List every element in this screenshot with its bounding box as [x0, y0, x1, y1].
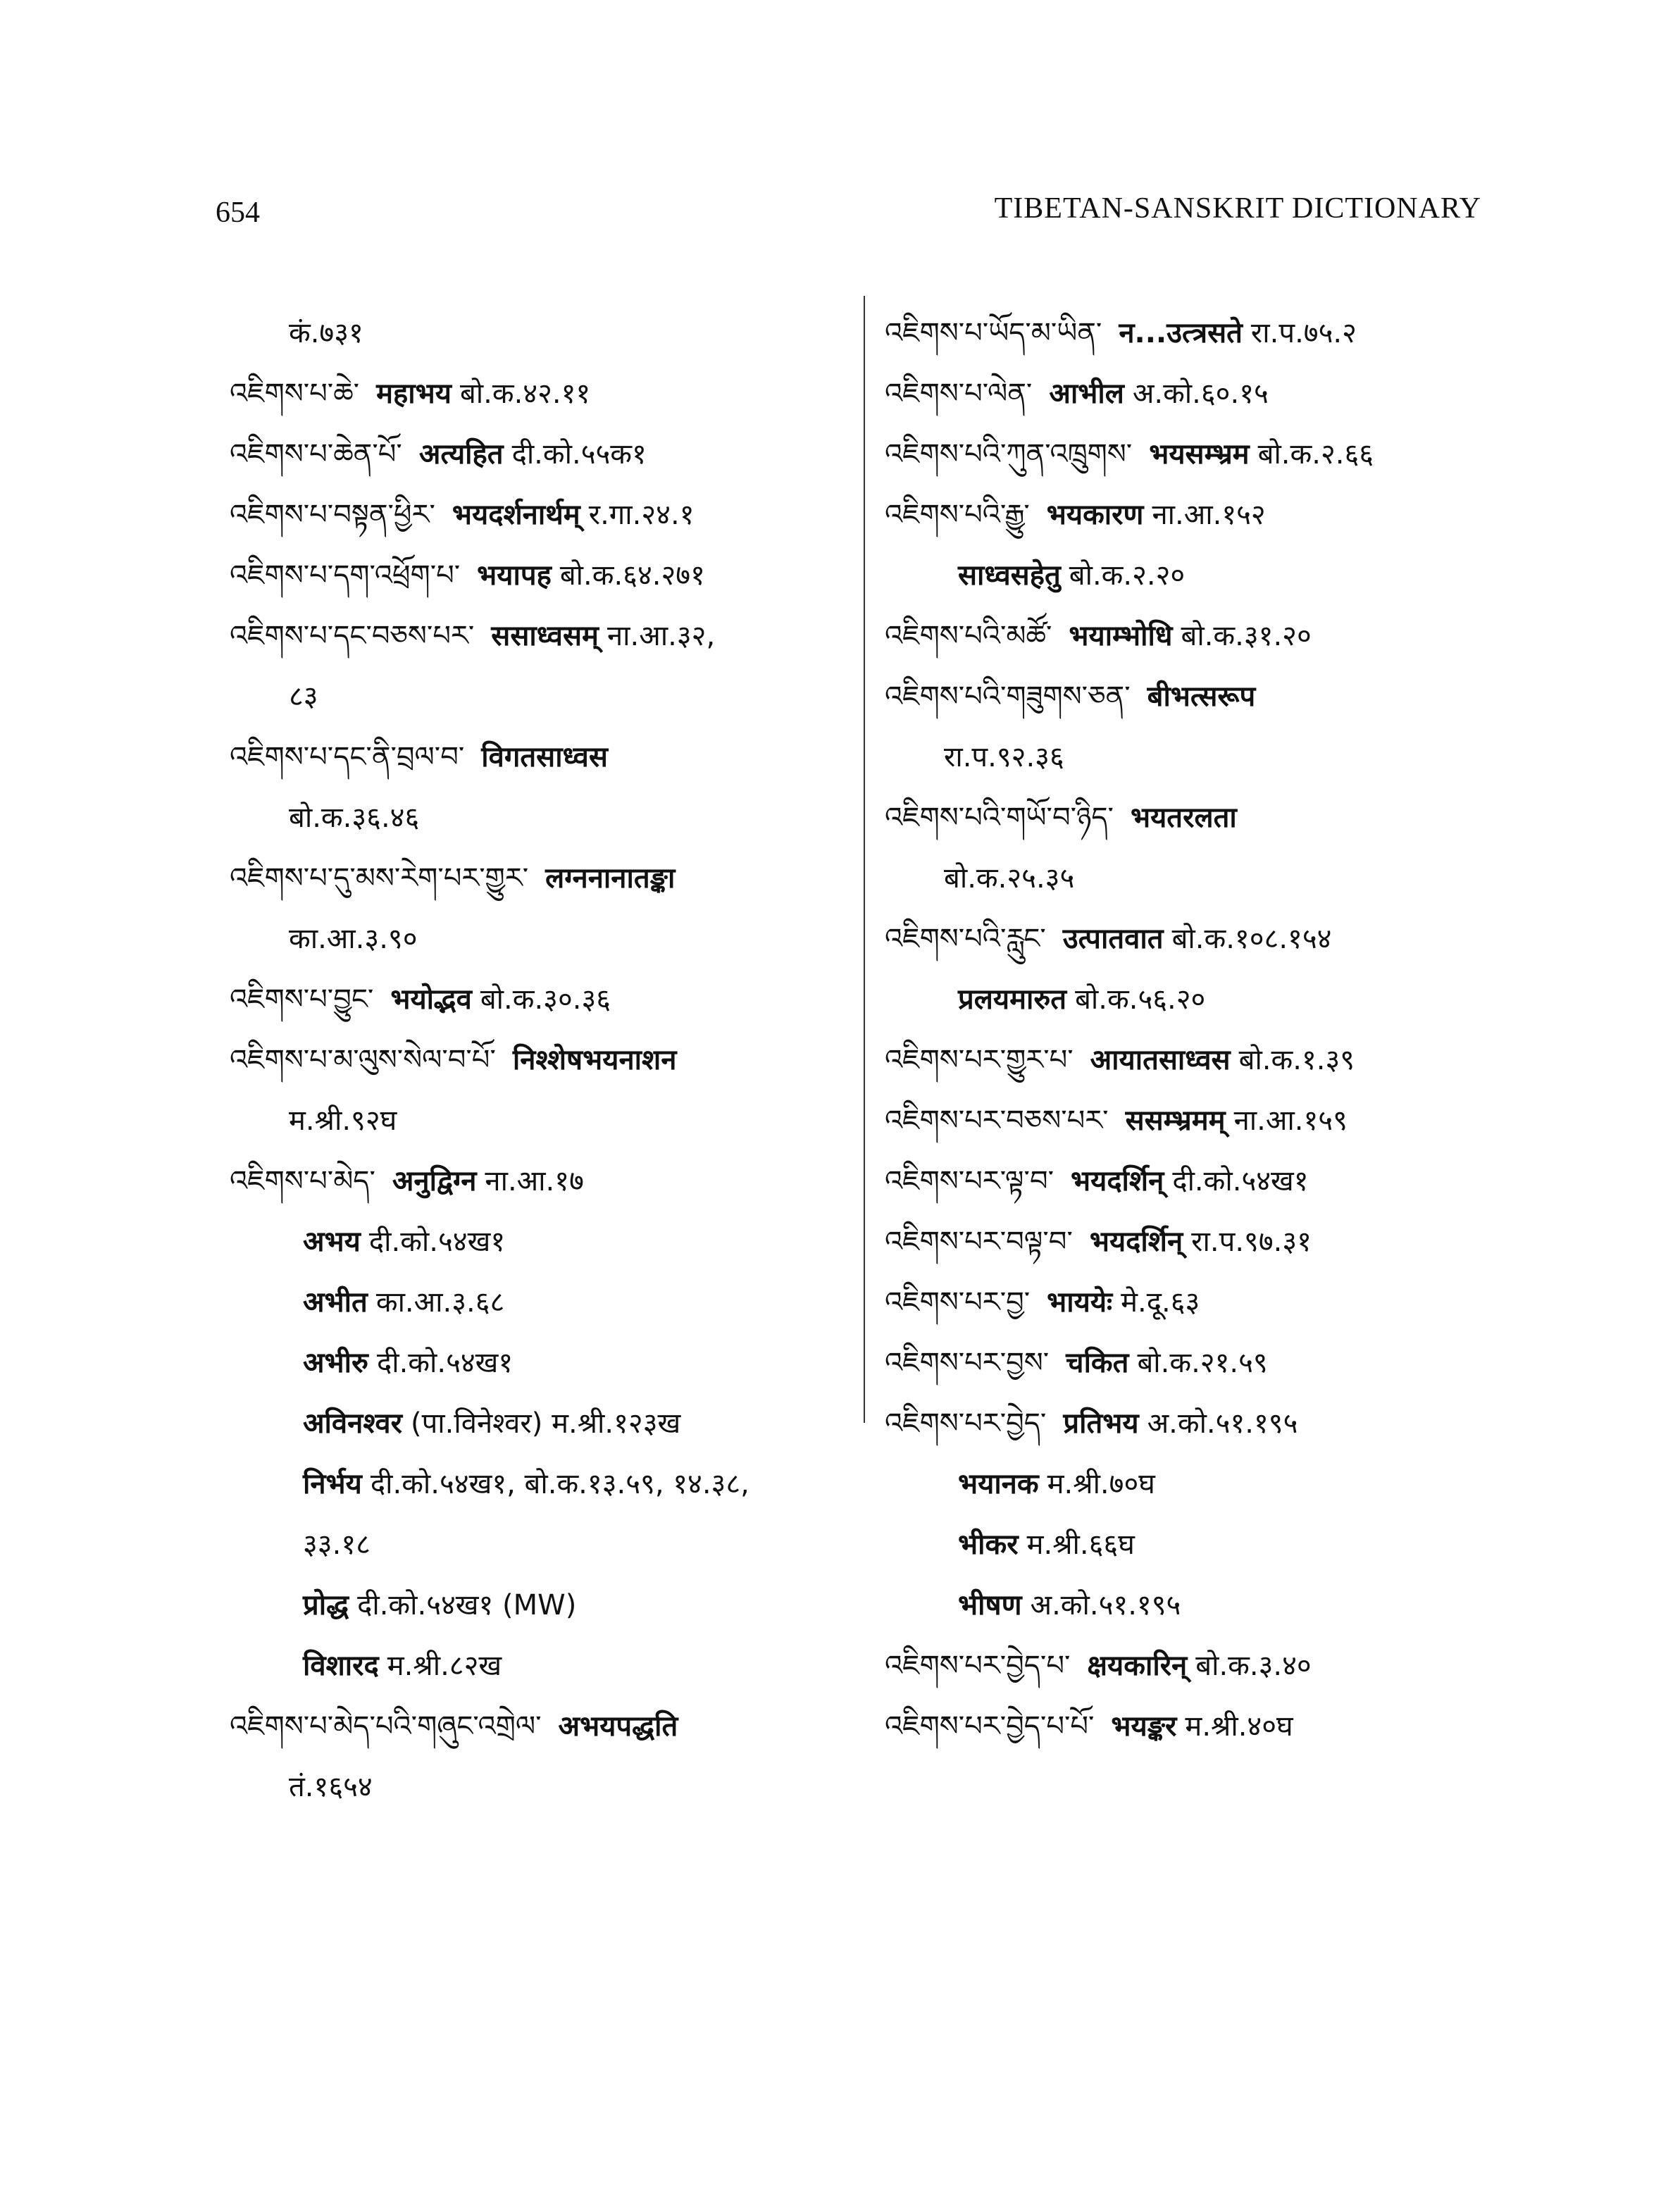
source-reference: म.श्री.९२घ	[289, 1104, 397, 1137]
running-title: TIBETAN-SANSKRIT DICTIONARY	[994, 192, 1481, 225]
sanskrit-equivalent: भयदर्शिन्	[1089, 1226, 1183, 1258]
dictionary-entry	[885, 916, 1505, 962]
tibetan-headword: འཇིགས་པའི་གཟུགས་ཅན་	[885, 680, 1131, 713]
sanskrit-equivalent: न...उत्त्रसते	[1119, 317, 1243, 349]
sanskrit-equivalent: आभील	[1049, 378, 1124, 410]
tibetan-headword: འཇིགས་པར་ལྟ་བ་	[885, 1165, 1054, 1197]
source-reference: दी.को.५४ख१	[376, 1347, 514, 1379]
source-reference: अ.को.६०.१५	[1132, 378, 1269, 410]
dictionary-entry	[230, 1340, 850, 1386]
dictionary-entry	[885, 673, 1505, 720]
tibetan-headword: འཇིགས་པར་བལྟ་བ་	[885, 1226, 1073, 1258]
dictionary-entry	[230, 492, 850, 538]
source-reference: म.श्री.४०घ	[1185, 1710, 1293, 1743]
source-reference: बो.क.५६.२०	[1075, 983, 1206, 1016]
sanskrit-equivalent: प्रलयमारुत	[958, 983, 1067, 1016]
source-reference: दी.को.५४ख१	[368, 1226, 506, 1258]
tibetan-headword: འཇིགས་པ་མེད་	[230, 1165, 375, 1197]
tibetan-headword: འཇིགས་པ་ཆེ་	[230, 378, 360, 410]
dictionary-entry	[230, 1279, 850, 1326]
tibetan-headword: འཇིགས་པ་བསྟན་ཕྱིར་	[230, 499, 435, 531]
source-reference: ना.आ.१५९	[1233, 1104, 1348, 1137]
sanskrit-equivalent: भयोद्भव	[390, 983, 472, 1016]
sanskrit-equivalent: भयङ्कर	[1111, 1710, 1177, 1743]
dictionary-entry	[885, 1461, 1505, 1507]
dictionary-entry	[885, 1521, 1505, 1568]
dictionary-entry	[230, 552, 850, 599]
sanskrit-equivalent: प्रोद्ध	[303, 1589, 349, 1621]
sanskrit-equivalent: उत्पातवात	[1062, 923, 1164, 955]
dictionary-entry	[885, 1219, 1505, 1265]
dictionary-entry	[885, 976, 1505, 1023]
dictionary-entry	[230, 371, 850, 417]
sanskrit-equivalent: साध्वसहेतु	[958, 559, 1061, 592]
dictionary-entry	[885, 1158, 1505, 1204]
source-reference: रा.प.७५.२	[1250, 317, 1357, 349]
source-reference: दी.को.५४ख१, बो.क.१३.५९, १४.३८,	[370, 1468, 749, 1500]
source-reference: ८३	[289, 680, 318, 713]
dictionary-entry	[230, 1158, 850, 1204]
source-reference: बो.क.३१.२०	[1181, 620, 1312, 652]
source-reference: बो.क.२५.३५	[944, 862, 1075, 895]
dictionary-entry	[230, 1400, 850, 1447]
sanskrit-equivalent: आयातसाध्वस	[1090, 1044, 1231, 1076]
sanskrit-equivalent: ससम्भ्रमम्	[1125, 1104, 1226, 1137]
dictionary-entry	[230, 1461, 850, 1507]
source-reference: अ.को.५१.१९५	[1147, 1407, 1298, 1440]
source-reference: बो.क.३.४०	[1195, 1650, 1312, 1682]
tibetan-headword: འཇིགས་པར་བྱེད་པ་	[885, 1650, 1071, 1682]
tibetan-headword: འཇིགས་པ་བྱུང་	[230, 983, 374, 1016]
tibetan-headword: འཇིགས་པའི་རྒྱུ་	[885, 499, 1030, 531]
sanskrit-equivalent: भयकारण	[1046, 499, 1144, 531]
dictionary-entry	[885, 613, 1505, 659]
source-reference: अ.को.५१.१९५	[1030, 1589, 1181, 1621]
dictionary-entry	[230, 916, 850, 962]
dictionary-entry	[885, 1037, 1505, 1083]
source-reference: रा.प.९२.३६	[944, 741, 1064, 773]
tibetan-headword: འཇིགས་པར་བཅས་པར་	[885, 1104, 1109, 1137]
sanskrit-equivalent: बीभत्सरूप	[1147, 680, 1256, 713]
source-reference: कं.७३१	[289, 317, 363, 349]
dictionary-entry	[885, 1279, 1505, 1326]
sanskrit-equivalent: क्षयकारिन्	[1087, 1650, 1188, 1682]
sanskrit-equivalent: अविनश्वर	[303, 1407, 402, 1440]
sanskrit-equivalent: भीकर	[958, 1529, 1019, 1561]
tibetan-headword: འཇིགས་པ་མ་ལུས་སེལ་བ་པོ་	[230, 1044, 496, 1076]
source-reference: बो.क.१०८.१५४	[1171, 923, 1332, 955]
source-reference: बो.क.३६.४६	[289, 802, 420, 834]
source-reference: म.श्री.६६घ	[1026, 1529, 1135, 1561]
sanskrit-equivalent: महाभय	[376, 378, 452, 410]
sanskrit-equivalent: लग्ननानातङ्का	[545, 862, 676, 895]
dictionary-entry	[885, 1340, 1505, 1386]
dictionary-entry	[230, 1703, 850, 1750]
sanskrit-equivalent: भयानक	[958, 1468, 1039, 1500]
sanskrit-equivalent: निश्शेषभयनाशन	[512, 1044, 677, 1076]
source-reference: ३३.१८	[303, 1529, 371, 1561]
sanskrit-equivalent: विशारद	[303, 1650, 379, 1682]
source-reference: ना.आ.१७	[485, 1165, 584, 1197]
dictionary-entry	[885, 431, 1505, 478]
dictionary-entry	[230, 613, 850, 659]
dictionary-entry	[230, 1521, 850, 1568]
source-reference: दी.को.५४ख१ (MW)	[357, 1589, 577, 1621]
sanskrit-equivalent: विगतसाध्वस	[481, 741, 608, 773]
sanskrit-equivalent: निर्भय	[303, 1468, 362, 1500]
dictionary-entry	[230, 734, 850, 780]
tibetan-headword: འཇིགས་པར་གྱུར་པ་	[885, 1044, 1074, 1076]
source-reference: बो.क.२.६६	[1257, 438, 1374, 471]
tibetan-headword: འཇིགས་པ་དང་ནི་བྲལ་བ་	[230, 741, 465, 773]
source-reference: म.श्री.८२ख	[387, 1650, 502, 1682]
dictionary-entry	[230, 855, 850, 902]
sanskrit-equivalent: ससाध्वसम्	[491, 620, 599, 652]
source-reference: ना.आ.३२,	[606, 620, 716, 652]
dictionary-entry	[885, 371, 1505, 417]
tibetan-headword: འཇིགས་པ་ཡོད་མ་ཡིན་	[885, 317, 1102, 349]
tibetan-headword: འཇིགས་པ་ལེན་	[885, 378, 1033, 410]
source-reference: का.आ.३.९०	[289, 923, 418, 955]
dictionary-entry	[230, 310, 850, 356]
column-divider	[864, 296, 865, 1423]
source-reference: का.आ.३.६८	[375, 1286, 505, 1319]
tibetan-headword: འཇིགས་པ་མེད་པའི་གཞུང་འགྲེལ་	[230, 1710, 542, 1743]
source-reference: र.गा.२४.१	[588, 499, 695, 531]
page-number: 654	[216, 197, 260, 229]
sanskrit-equivalent: अत्यहित	[418, 438, 504, 471]
source-reference: (पा.विनेश्वर) म.श्री.१२३ख	[410, 1407, 681, 1440]
dictionary-entry	[885, 552, 1505, 599]
sanskrit-equivalent: भयदर्शनार्थम्	[452, 499, 580, 531]
dictionary-entry	[885, 1097, 1505, 1144]
sanskrit-equivalent: अभीरु	[303, 1347, 368, 1379]
dictionary-entry	[230, 1219, 850, 1265]
tibetan-headword: འཇིགས་པར་བྱས་	[885, 1347, 1050, 1379]
source-reference: तं.१६५४	[289, 1771, 373, 1803]
source-reference: दी.को.५५क१	[511, 438, 647, 471]
source-reference: रा.प.९७.३१	[1191, 1226, 1312, 1258]
source-reference: बो.क.६४.२७१	[559, 559, 705, 592]
tibetan-headword: འཇིགས་པ་དང་བཅས་པར་	[230, 620, 475, 652]
sanskrit-equivalent: भयदर्शिन्	[1071, 1165, 1164, 1197]
source-reference: मे.दू.६३	[1121, 1286, 1200, 1319]
tibetan-headword: འཇིགས་པར་བྱེད་	[885, 1407, 1047, 1440]
sanskrit-equivalent: भयापह	[477, 559, 552, 592]
dictionary-entry	[885, 1582, 1505, 1629]
dictionary-entry	[230, 673, 850, 720]
dictionary-entry	[230, 1037, 850, 1083]
dictionary-entry	[230, 976, 850, 1023]
source-reference: बो.क.२.२०	[1069, 559, 1186, 592]
tibetan-headword: འཇིགས་པའི་རླུང་	[885, 923, 1046, 955]
sanskrit-equivalent: भाययेः	[1047, 1286, 1113, 1319]
source-reference: बो.क.२१.५९	[1137, 1347, 1268, 1379]
tibetan-headword: འཇིགས་པའི་གཡོ་བ་ཉིད་	[885, 802, 1114, 834]
sanskrit-equivalent: अभय	[303, 1226, 361, 1258]
source-reference: ना.आ.१५२	[1152, 499, 1266, 531]
dictionary-entry	[230, 795, 850, 841]
sanskrit-equivalent: भीषण	[958, 1589, 1022, 1621]
sanskrit-equivalent: भयतरलता	[1130, 802, 1237, 834]
tibetan-headword: འཇིགས་པར་བྱ་	[885, 1286, 1031, 1319]
dictionary-entry	[885, 492, 1505, 538]
dictionary-entry	[885, 855, 1505, 902]
sanskrit-equivalent: भयाम्भोधि	[1069, 620, 1173, 652]
dictionary-entry	[230, 1643, 850, 1689]
sanskrit-equivalent: अनुद्विग्न	[392, 1165, 477, 1197]
sanskrit-equivalent: भयसम्भ्रम	[1149, 438, 1250, 471]
source-reference: बो.क.४२.११	[459, 378, 591, 410]
tibetan-headword: འཇིགས་པ་ཆེན་པོ་	[230, 438, 402, 471]
left-column	[230, 310, 850, 1824]
tibetan-headword: འཇིགས་པ་དག་འཕྲོག་པ་	[230, 559, 461, 592]
sanskrit-equivalent: अभयपद्धति	[558, 1710, 678, 1743]
source-reference: दी.को.५४ख१	[1172, 1165, 1309, 1197]
tibetan-headword: འཇིགས་པའི་ཀུན་འཁྲུགས་	[885, 438, 1133, 471]
dictionary-entry	[885, 1400, 1505, 1447]
tibetan-headword: འཇིགས་པ་དུ་མས་རེག་པར་གྱུར་	[230, 862, 529, 895]
source-reference: बो.क.३०.३६	[480, 983, 611, 1016]
dictionary-entry	[885, 795, 1505, 841]
sanskrit-equivalent: प्रतिभय	[1063, 1407, 1139, 1440]
dictionary-entry	[230, 431, 850, 478]
tibetan-headword: འཇིགས་པའི་མཚོ་	[885, 620, 1052, 652]
dictionary-entry	[885, 310, 1505, 356]
source-reference: बो.क.१.३९	[1238, 1044, 1355, 1076]
sanskrit-equivalent: अभीत	[303, 1286, 368, 1319]
tibetan-headword: འཇིགས་པར་བྱེད་པ་པོ་	[885, 1710, 1095, 1743]
dictionary-entry	[230, 1764, 850, 1810]
source-reference: म.श्री.७०घ	[1047, 1468, 1155, 1500]
dictionary-entry	[885, 1703, 1505, 1750]
dictionary-entry	[230, 1097, 850, 1144]
right-column	[885, 310, 1505, 1764]
dictionary-entry	[230, 1582, 850, 1629]
sanskrit-equivalent: चकित	[1066, 1347, 1129, 1379]
dictionary-entry	[885, 734, 1505, 780]
dictionary-entry	[885, 1643, 1505, 1689]
